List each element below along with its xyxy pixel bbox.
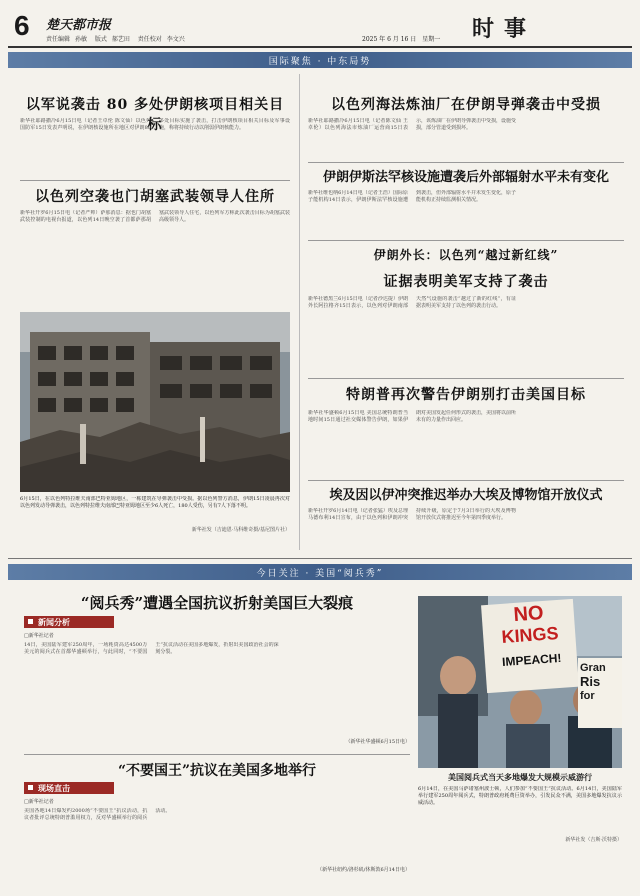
article-7-body: 新华社开罗6月14日电（记者张猛）埃及总理马德布利14日宣布，由于以色列和伊朗冲突持续升级，原定于7月3日举行的大埃及博物馆开放仪式将推迟至今年第四季度举行。	[308, 508, 516, 521]
article-3-headline: 以色列海法炼油厂在伊朗导弹袭击中受损	[331, 97, 601, 113]
column-divider	[299, 74, 300, 550]
news-analysis-label: 新闻分析	[38, 617, 70, 627]
staff-item: 责任编辑	[46, 36, 71, 43]
photo-1-caption: 6月15日，在以色列特拉维夫南部巴特亚姆地区，一栋建筑在导弹袭击中受损。据以色列警方消息，伊朗15日凌晨再次对以色列发动导弹袭击，以色列特拉维夫南部巴特亚姆地区至少6人死亡，180人受伤，另有7人下落不明。	[20, 496, 290, 509]
byline-2: □新华社记者	[24, 799, 54, 805]
divider	[308, 378, 624, 379]
date: 2025 年 6 月 16 日	[362, 36, 417, 43]
article-6-body: 新华社华盛顿6月15日电 美国总统特朗普当地时间15日通过社交媒体警告伊朗，如果伊朗对美国发起任何形式的袭击，美国将以前所未有的力量作出回应。	[308, 410, 517, 423]
divider	[20, 180, 290, 181]
article-7-headline: 埃及因以伊冲突推迟举办大埃及博物馆开放仪式	[329, 488, 603, 503]
square-icon	[28, 785, 33, 790]
masthead-rule	[8, 46, 632, 48]
bottom-banner-label: 今日关注 · 美国“阅兵秀”	[256, 569, 384, 579]
section-title: 时事	[472, 16, 537, 42]
building-damage-image	[20, 312, 290, 492]
article-5-headline	[308, 246, 624, 291]
divider	[24, 754, 410, 755]
divider	[308, 480, 624, 481]
building-damage-photo	[20, 312, 290, 492]
square-icon	[28, 619, 33, 624]
bottom-headline-2: “不要国王”抗议在美国多地举行	[117, 763, 317, 779]
bottom-article-2-body: 美国各地14日爆发约2000场“不要国王”抗议活动，抗议者批评总统特朗普滥用权力，反对华盛顿举行的阅兵活动。	[24, 808, 171, 821]
article-4-body: 新华社维也纳6月14日电（记者王浩）国际原子能机构14日表示，伊朗伊斯法罕核设施遭到袭击，但外部辐射水平并未发生变化，原子能机构正持续监测相关情况。	[308, 190, 517, 203]
article-2-body: 新华社开罗6月15日电（记者严帅）萨那消息：据也门胡塞武装控制的电视台报道，以色列14日晚空袭了首都萨那胡塞武装领导人住宅，以色列军方称此次袭击目标为胡塞武装高级领导人。	[20, 210, 290, 223]
article-1-headline: 以军说袭击 80 多处伊朗核项目相关目标	[25, 97, 285, 133]
bottom-headline-1: “阅兵秀”遭遇全国抗议折射美国巨大裂痕	[80, 594, 354, 612]
divider	[308, 240, 624, 241]
article-6-headline: 特朗普再次警告伊朗别打击美国目标	[346, 387, 586, 403]
byline-1: □新华社记者	[24, 633, 54, 639]
issue-date	[362, 34, 440, 43]
protest-sign-main	[482, 601, 578, 669]
sign-text-no: NO	[512, 602, 545, 627]
article-5-headline-line1: 伊朗外长：以色列“越过新红线”	[373, 248, 559, 262]
article-5-body: 新华社德黑兰6月15日电（记者沙达提）伊朗外长阿拉格齐15日表示，以色列对伊朗南部天然气设施的袭击“越过了新的红线”，有证据表明美军支持了以色列的袭击行动。	[308, 296, 516, 309]
protest-photo-title: 美国阅兵式当天多地爆发大规模示威游行	[448, 772, 592, 782]
staff-item: 版式	[94, 36, 107, 43]
news-analysis-tag	[24, 616, 114, 628]
photo-1-credit: 新华社发（吉迪恩·马科维奇摄/基尼图片社）	[191, 527, 290, 533]
sign-text-kings: KINGS	[500, 623, 560, 647]
dateline-1: （新华社华盛顿6月15日电）	[345, 739, 410, 745]
paper-name: 楚天都市报	[46, 18, 112, 33]
weekday: 星期一	[422, 36, 441, 43]
divider	[308, 162, 624, 163]
article-5-headline-line2: 证据表明美军支持了袭击	[383, 274, 549, 290]
sign-text-ris: Ris	[580, 673, 601, 689]
bottom-article-1-body: 14日，美国陆军建军250周年，一场耗资高达4500万美元的阅兵式在首都华盛顿举行，与此同时，“不要国王”抗议活动在美国多地爆发，折射出美国政治社会的深刻分裂。	[24, 642, 279, 655]
staff-item: 李文兴	[166, 36, 185, 43]
protest-photo-credit: 新华社发（吉斯·沃特摄）	[565, 837, 622, 843]
protest-sign-side	[580, 662, 622, 702]
dateline-2: （新华社纽约/洛杉矶/休斯敦6月14日电）	[317, 867, 410, 873]
sign-text-gran: Gran	[580, 662, 606, 674]
staff-item: 孙敏	[74, 36, 87, 43]
staff-item: 郝艺田	[111, 36, 130, 43]
top-banner-label: 国际聚焦 · 中东局势	[268, 57, 372, 67]
bottom-section-banner	[8, 564, 632, 580]
page-number: 6	[14, 10, 30, 41]
article-4-headline: 伊朗伊斯法罕核设施遭袭后外部辐射水平未有变化	[322, 170, 609, 185]
protest-photo	[418, 596, 622, 768]
on-site-report-tag	[24, 782, 114, 794]
sign-text-for: for	[580, 689, 595, 702]
article-1-body: 新华社耶路撒冷6月15日电（记者王卓伦 陈文仙）以色列国防军15日发表声明说，在伊朗核设施所在地区对伊朗80多处目标实施了袭击，打击伊朗核项目相关目标及军事设施，称将持续行动以削弱伊朗核能力。	[20, 118, 290, 131]
masthead	[0, 0, 640, 50]
on-site-report-label: 现场直击	[38, 783, 70, 793]
article-2-headline: 以色列空袭也门胡塞武装领导人住所	[35, 189, 275, 205]
article-3-body: 新华社耶路撒冷6月15日电（记者陈文仙 王卓伦）以色列海法市炼油厂运营商15日表示，该炼油厂在伊朗导弹袭击中受损，设施受损，部分管道受到损坏。	[308, 118, 517, 131]
staff-credits	[46, 34, 185, 43]
top-section-banner	[8, 52, 632, 68]
staff-item: 责任校对	[137, 36, 162, 43]
section-separator	[8, 558, 632, 559]
protest-photo-caption: 6月14日，在美国马萨诸塞州波士顿，人们参加“不要国王”抗议活动。6月14日，美国陆军举行建军250周年阅兵式，特朗普政府耗费巨资举办，引发民众不满，美国多地爆发抗议示威活动。	[418, 786, 622, 806]
sign-text-impeach: IMPEACH!	[501, 650, 562, 669]
